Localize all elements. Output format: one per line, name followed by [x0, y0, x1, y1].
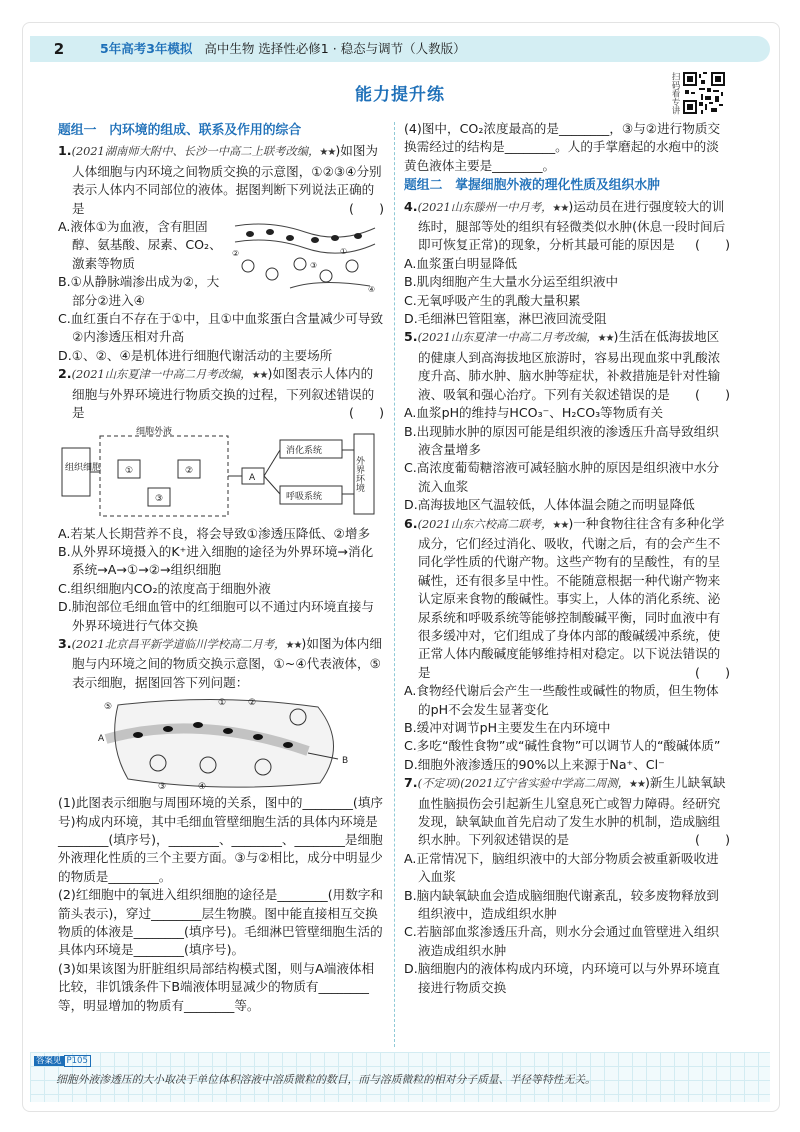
q4-option-c: C.无氧呼吸产生的乳酸大量积累	[404, 292, 581, 308]
q2-option-b: B.从外界环境摄入的K⁺进入细胞的途径为外界环境→消化系统→A→①→②→组织细胞	[58, 543, 374, 578]
header-bar	[30, 36, 770, 62]
question-4: 4.(2021山东滕州一中月考，★★)运动员在进行强度较大的训练时，腿部等处的组织有轻微类似水肿(休息一段时间后即可恢复正常)的现象，分析其最可能的原因是 ( ) A.血浆蛋白明显降低 B.肌肉细胞产生大量水分运至组织液中 C.无氧呼吸产生的乳酸大量积累 D.毛细淋巴管阻塞，淋巴液回流受阻	[404, 198, 730, 329]
question-3: 3.(2021北京昌平新学道临川学校高二月考，★★)如图为体内细胞与内环境之间的物质交换示意图，①~④代表液体，⑤表示细胞，据图回答下列问题： A B ⑤ ① ② ③ ④ (1)此图表示细胞与周围环境的关系，图中的________(填序号)构成内环境，其中毛细血管壁细胞生活的具体内环境是________(填序号)，________、________、________是细胞外液理化性质的三个主要方面。③与②相比，成分中明显少的物质是________。 (2)红细胞中的氧进入组织细胞的途径是________(用数字和箭头表示)，穿过________层生物膜。图中能直接相互交换物质的体液是________(填序号)。毛细淋巴管壁细胞生活的具体内环境是________(填序号)。 (3)如果该图为肝脏组织局部结构模式图，则与A端液体相比较，非饥饿条件下B端液体明显减少的物质有________等，明显增加的物质有________等。	[58, 635, 384, 1015]
q6-option-d: D.细胞外液渗透压的90%以上来源于Na⁺、Cl⁻	[404, 756, 665, 772]
q7-option-b: B.脑内缺氧缺血会造成脑细胞代谢紊乱，较多废物释放到组织液中，造成组织水肿	[404, 887, 719, 922]
q3-sub-1: (1)此图表示细胞与周围环境的关系，图中的________(填序号)构成内环境，其中毛细血管壁细胞生活的具体内环境是________(填序号)，________、________、________是细胞外液理化性质的三个主要方面。③与②相比，成分中明显少的物质是________。	[58, 795, 384, 884]
q3-sub-4: (4)图中，CO₂浓度最高的是________，③与②进行物质交换需经过的结构是________。人的手掌磨起的水疱中的淡黄色液体主要是________。	[404, 121, 721, 173]
svg-text:①: ①	[125, 465, 134, 476]
qr-code-icon[interactable]	[683, 72, 725, 114]
q5-option-b: B.出现肺水肿的原因可能是组织液的渗透压升高导致组织液含量增多	[404, 423, 719, 457]
q6-option-b: B.缓冲对调节pH主要发生在内环境中	[404, 720, 611, 735]
svg-text:外界环境: 外界环境	[354, 455, 364, 492]
svg-text:③: ③	[158, 782, 167, 792]
right-column	[404, 120, 730, 997]
difficulty-star-icon: ★★	[319, 147, 336, 159]
q6-option-c: C.多吃“酸性食物”或“碱性食物”可以调节人的“酸碱体质”	[404, 738, 721, 754]
svg-text:②: ②	[232, 249, 240, 259]
q1-option-b: B.①从静脉端渗出成为②，大部分②进入④	[58, 274, 220, 308]
column-divider	[394, 122, 395, 1047]
question-7: 7.(不定项)(2021辽宁省实验中学高二周测，★★)新生儿缺氧缺血性脑损伤会引起新生儿窒息死亡或智力障碍。经研究发现，缺氧缺血首先启动了发生水肿的机制，造成脑组织水肿。下列叙述错误的是 ( ) A.正常情况下，脑组织液中的大部分物质会被重新吸收进入血浆 B.脑内缺氧缺血会造成脑细胞代谢紊乱，较多废物释放到组织液中，造成组织水肿 C.若脑部血浆渗透压升高，则水分会通过血管壁进入组织液造成组织水肿 D.脑细胞内的液体构成内环境，内环境可以与外界环境直接进行物质交换	[404, 774, 730, 997]
q1-option-d: D.①、②、④是机体进行细胞代谢活动的主要场所	[58, 347, 333, 363]
q1-diagram	[230, 218, 380, 294]
series-title: 5年高考3年模拟	[100, 41, 193, 56]
difficulty-star-icon: ★★	[629, 779, 645, 791]
difficulty-star-icon: ★★	[552, 519, 569, 531]
q5-option-c: C.高浓度葡萄糖溶液可减轻脑水肿的原因是组织液中水分流入血浆	[404, 460, 720, 494]
svg-text:③: ③	[310, 261, 318, 271]
difficulty-star-icon: ★★	[285, 639, 302, 651]
footnote: 细胞外液渗透压的大小取决于单位体积溶液中溶质微粒的数目，而与溶质微粒的相对分子质量、半径等特性无关。	[56, 1073, 596, 1086]
svg-text:②: ②	[185, 465, 194, 476]
q2-option-d: D.肺泡部位毛细血管中的红细胞可以不通过内环境直接与外界环境进行气体交换	[58, 599, 374, 633]
difficulty-star-icon: ★★	[597, 333, 614, 345]
q2-option-c: C.组织细胞内CO₂的浓度高于细胞外液	[58, 580, 271, 596]
q2-diagram	[58, 426, 378, 522]
q7-option-a: A.正常情况下，脑组织液中的大部分物质会被重新吸收进入血浆	[404, 850, 719, 885]
svg-text:④: ④	[198, 782, 207, 792]
header-text	[100, 36, 466, 62]
q5-option-a: A.血浆pH的维持与HCO₃⁻、H₂CO₃等物质有关	[404, 405, 664, 421]
q3-diagram	[98, 695, 418, 791]
section-2-title: 题组二 掌握细胞外液的理化性质及组织水肿	[404, 178, 660, 194]
q3-sub-2: (2)红细胞中的氧进入组织细胞的途径是________(用数字和箭头表示)，穿过________层生物膜。图中能直接相互交换物质的体液是________(填序号)。毛细淋巴管壁细胞生活的具体内环境是________(填序号)。	[58, 887, 384, 958]
question-2: 2.(2021山东夏津一中高二月考改编，★★)如图表示人体内的细胞与外界环境进行物质交换的过程，下列叙述错误的是 ( ) 组织细胞 细胞外液 ① ② ③ A 消化系统 呼吸系统 外界环境 A.若某人长期营养不良，将会导致①渗透压降低、②增多 B.从外界环境摄入的K⁺进入细胞的途径为外界环境→消化系统→A→①→②→组织细胞 C.组织细胞内CO₂的浓度高于细胞外液 D.肺泡部位毛细血管中的红细胞可以不通过内环境直接与外界环境进行气体交换	[58, 365, 384, 635]
q4-option-a: A.血浆蛋白明显降低	[404, 255, 518, 271]
svg-text:③: ③	[155, 493, 164, 504]
q7-option-c: C.若脑部血浆渗透压升高，则水分会通过血管壁进入组织液造成组织水肿	[404, 924, 720, 958]
q4-option-d: D.毛细淋巴管阻塞，淋巴液回流受阻	[404, 311, 607, 327]
svg-text:细胞外液: 细胞外液	[136, 426, 173, 437]
q3-sub-3: (3)如果该图为肝脏组织局部结构模式图，则与A端液体相比较，非饥饿条件下B端液体明显减少的物质有________等，明显增加的物质有________等。	[58, 960, 375, 1013]
svg-text:组织细胞: 组织细胞	[65, 462, 102, 473]
question-5: 5.(2021山东夏津一中高二月考改编，★★)生活在低海拔地区的健康人到高海拔地区旅游时，容易出现血浆中乳酸浓度升高、肺水肿、脑水肿等症状，补救措施是针对性输液、吸氧和强心治疗。下列有关叙述错误的是 ( ) A.血浆pH的维持与HCO₃⁻、H₂CO₃等物质有关 B.出现肺水肿的原因可能是组织液的渗透压升高导致组织液含量增多 C.高浓度葡萄糖溶液可减轻脑水肿的原因是组织液中水分流入血浆 D.高海拔地区气温较低，人体体温会随之而明显降低	[404, 328, 730, 514]
left-column	[58, 120, 384, 1015]
svg-text:A: A	[98, 734, 105, 745]
qr-label: 扫码看专讲	[670, 72, 680, 115]
q7-option-d: D.脑细胞内的液体构成内环境，内环境可以与外界环境直接进行物质交换	[404, 961, 720, 995]
q5-option-d: D.高海拔地区气温较低，人体体温会随之而明显降低	[404, 497, 695, 513]
svg-text:呼吸系统: 呼吸系统	[286, 491, 323, 502]
svg-text:④: ④	[368, 285, 376, 295]
svg-text:B: B	[342, 756, 349, 767]
difficulty-star-icon: ★★	[251, 370, 268, 382]
svg-text:消化系统: 消化系统	[286, 445, 323, 456]
q1-option-a: A.液体①为血液，含有胆固醇、氨基酸、尿素、CO₂、激素等物质	[58, 219, 222, 271]
svg-text:⑤: ⑤	[104, 702, 113, 713]
page-title: 能力提升练	[355, 85, 445, 105]
q6-option-a: A.食物经代谢后会产生一些酸性或碱性的物质，但生物体的pH不会发生显著变化	[404, 683, 719, 717]
svg-text:①: ①	[218, 698, 227, 709]
q2-option-a: A.若某人长期营养不良，将会导致①渗透压降低、②增多	[58, 525, 371, 541]
answer-reference[interactable]: 答案见 P105	[34, 1055, 91, 1067]
section-1-title: 题组一 内环境的组成、联系及作用的综合	[58, 123, 302, 138]
difficulty-star-icon: ★★	[552, 202, 569, 214]
q1-option-c: C.血红蛋白不存在于①中，且①中血浆蛋白含量减少可导致②内渗透压相对升高	[58, 311, 384, 345]
q4-option-b: B.肌肉细胞产生大量水分运至组织液中	[404, 274, 619, 290]
question-1: 1.(2021湖南师大附中、长沙一中高二上联考改编，★★)如图为人体细胞与内环境之间物质交换的示意图，①②③④分别表示人体内不同部位的液体。据图判断下列说法正确的是 ( ) A.液体①为血液，含有胆固醇、氨基酸、尿素、CO₂、激素等物质 B.①从静脉端渗出成为②，大部分②进入④ ② ① ③ ④ C.血红蛋白不存在于①中，且①中血浆蛋白含量减少可导致②内渗透压相对升高 D.①、②、④是机体进行细胞代谢活动的主要场所	[58, 142, 384, 365]
svg-text:②: ②	[248, 698, 257, 709]
subject-title: 高中生物 选择性必修1 · 稳态与调节（人教版）	[204, 41, 466, 56]
question-6: 6.(2021山东六校高二联考，★★)一种食物往往含有多种化学成分，它们经过消化、吸收，代谢之后，有的会产生不同化学性质的代谢产物。这些产物有的呈酸性，有的呈碱性，还有很多呈中性。不能随意根据一种代谢产物来认定原来食物的酸碱性。事实上，人体的消化系统、泌尿系统和呼吸系统等能够控制酸碱平衡，同时血液中有很多缓冲对，它们组成了身体内部的酸碱缓冲系统，使正常人体内酸碱度能够维持相对稳定。以下说法错误的是 ( ) A.食物经代谢后会产生一些酸性或碱性的物质，但生物体的pH不会发生显著变化 B.缓冲对调节pH主要发生在内环境中 C.多吃“酸性食物”或“碱性食物”可以调节人的“酸碱体质” D.细胞外液渗透压的90%以上来源于Na⁺、Cl⁻	[404, 515, 730, 775]
svg-text:①: ①	[340, 247, 348, 257]
svg-text:A: A	[249, 472, 256, 483]
page-number: 2	[53, 40, 65, 58]
